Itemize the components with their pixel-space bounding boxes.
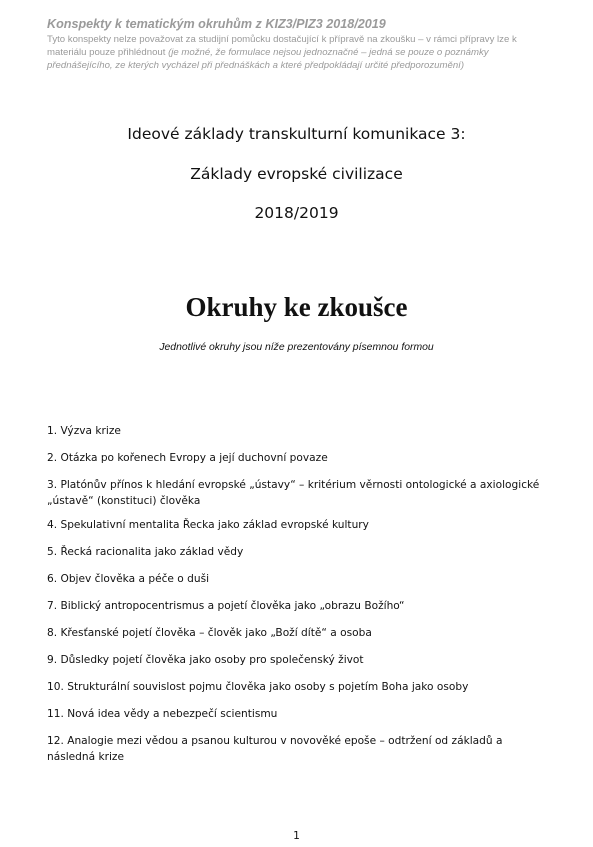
list-item: 12. Analogie mezi vědou a psanou kulturou v novověké epoše – odtržení od základů a následná krize xyxy=(47,735,503,763)
page-number: 1 xyxy=(293,830,300,842)
course-title: Ideové základy transkulturní komunikace 3: xyxy=(127,125,466,143)
list-item: 2. Otázka po kořenech Evropy a její duchovní povaze xyxy=(47,452,328,464)
list-item: 4. Spekulativní mentalita Řecka jako základ evropské kultury xyxy=(47,519,369,531)
page-subtitle: Jednotlivé okruhy jsou níže prezentovány písemnou formou xyxy=(159,342,434,353)
page-title: Okruhy ke zkoušce xyxy=(185,292,408,322)
disclaimer-header xyxy=(47,16,547,72)
course-subtitle: Základy evropské civilizace xyxy=(190,165,403,183)
list-item: 10. Strukturální souvislost pojmu člověka jako osoby s pojetím Boha jako osoby xyxy=(47,681,469,693)
list-item: 11. Nová idea vědy a nebezpečí scientismu xyxy=(47,708,278,720)
disclaimer-note-italic: (je možné, že formulace nejsou jednoznačné – jedná se pouze o poznámky přednášejícího, ze kterých vycházel při přednáškách a které předpokládají určité předporozumění) xyxy=(47,47,489,71)
topics-list xyxy=(47,423,547,776)
list-item: 3. Platónův přínos k hledání evropské „ústavy“ – kritérium věrnosti ontologické a axiologické „ústavě“ (konstituci) člověka xyxy=(47,479,540,507)
list-item: 7. Biblický antropocentrismus a pojetí člověka jako „obrazu Božího“ xyxy=(47,600,405,612)
list-item: 6. Objev člověka a péče o duši xyxy=(47,573,210,585)
list-item: 1. Výzva krize xyxy=(47,425,121,437)
list-item: 5. Řecká racionalita jako základ vědy xyxy=(47,546,244,558)
disclaimer-note-plain: Tyto konspekty nelze považovat za studijní pomůcku dostačující k přípravě na zkoušku – v rámci přípravy lze k materiálu pouze přihlédnout xyxy=(47,34,517,58)
list-item: 9. Důsledky pojetí člověka jako osoby pro společenský život xyxy=(47,654,364,666)
disclaimer-note xyxy=(47,33,547,72)
list-item: 8. Křesťanské pojetí člověka – člověk jako „Boží dítě“ a osoba xyxy=(47,627,372,639)
disclaimer-title: Konspekty k tematickým okruhům z KIZ3/PIZ3 2018/2019 xyxy=(47,17,386,31)
academic-year: 2018/2019 xyxy=(254,204,339,222)
